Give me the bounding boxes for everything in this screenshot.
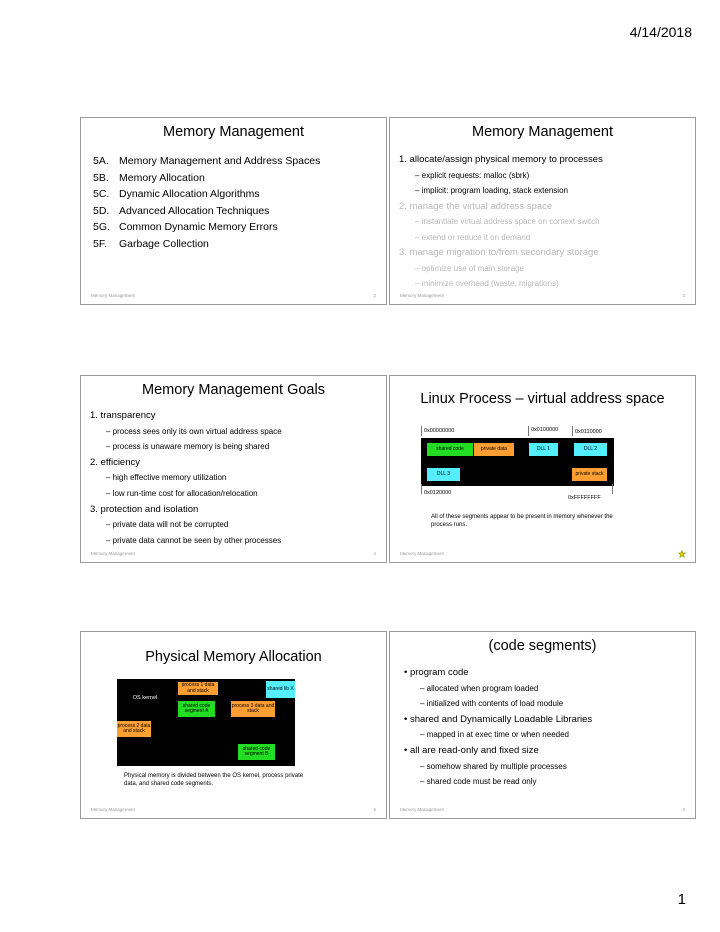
- star-icon: [678, 550, 686, 558]
- point: 3. manage migration to/from secondary storage: [399, 247, 599, 258]
- subpoint: – minimize overhead (waste, migrations): [415, 279, 559, 288]
- subpoint: – high effective memory utilization: [106, 473, 227, 483]
- address-label: 0x0100000: [531, 427, 559, 433]
- toc-item: 5F. Garbage Collection: [93, 237, 209, 250]
- subpoint: – somehow shared by multiple processes: [420, 761, 567, 771]
- subpoint: – allocated when program loaded: [420, 683, 539, 693]
- private-stack-segment: private stack: [572, 468, 607, 481]
- slide-linux-process-address-space: [389, 375, 696, 563]
- slide-page-number: 2: [373, 293, 376, 298]
- slide-code-segments: [389, 631, 696, 819]
- address-label: 0x00000000: [424, 428, 455, 434]
- subpoint: – shared code must be read only: [420, 777, 537, 787]
- process3-segment: process 3 data and stack: [231, 701, 275, 717]
- shared-lib-segment: shared lib X: [266, 681, 295, 698]
- toc-item: 5C. Dynamic Allocation Algorithms: [93, 188, 260, 200]
- slide-footer-label: Memory Management: [400, 293, 444, 298]
- bullet: • program code: [404, 667, 469, 678]
- slide-page-number: 3: [682, 293, 685, 298]
- address-label: 0xFFFFFFFF: [568, 495, 601, 501]
- subpoint: – instantiate virtual address space on context switch: [415, 217, 600, 226]
- slide-page-number: 5: [373, 807, 376, 812]
- slide-footer-label: Memory Management: [91, 807, 135, 812]
- bullet: • shared and Dynamically Loadable Libraries: [404, 713, 593, 725]
- slide-page-number: 6: [682, 807, 685, 812]
- slide-title: (code segments): [488, 638, 597, 654]
- slide-memory-management: [389, 117, 696, 305]
- dll2-segment: DLL 2: [574, 443, 607, 456]
- slide-body: [404, 665, 592, 790]
- point: 3. protection and isolation: [90, 503, 199, 515]
- subpoint: – private data cannot be seen by other processes: [106, 535, 282, 545]
- toc-item: 5G. Common Dynamic Memory Errors: [93, 221, 278, 233]
- point: 1. transparency: [90, 410, 156, 421]
- subpoint: – explicit requests: malloc (sbrk): [415, 170, 530, 180]
- slide-footer-label: Memory Management: [400, 807, 444, 812]
- address-tick: [421, 426, 422, 436]
- slide-title: Linux Process – virtual address space: [420, 391, 665, 407]
- page-date: 4/14/2018: [629, 24, 692, 40]
- slide-title: Physical Memory Allocation: [145, 649, 322, 665]
- subpoint: – private data will not be corrupted: [106, 520, 229, 530]
- slide-footer-label: Memory Management: [400, 551, 444, 556]
- slide-title: Memory Management: [162, 124, 305, 140]
- subpoint: – optimize use of main storage: [415, 263, 524, 273]
- address-tick: [612, 484, 613, 494]
- shared-code-a-segment: shared code segment A: [178, 701, 215, 717]
- address-tick: [572, 426, 573, 436]
- dll1-segment: DLL 1: [529, 443, 558, 456]
- subpoint: – initialized with contents of load module: [420, 699, 564, 709]
- slide-page-number: 4: [373, 551, 376, 556]
- dll3-segment: DLL 3: [427, 468, 460, 481]
- diagram-caption: All of these segments appear to be present in memory whenever the process runs.: [431, 514, 613, 528]
- slide-memory-management-goals: [80, 375, 387, 563]
- point: 2. manage the virtual address space: [399, 200, 553, 212]
- slide-physical-memory-allocation: [80, 631, 387, 819]
- slide-memory-management-toc: [80, 117, 387, 305]
- subpoint: – low run-time cost for allocation/relocation: [106, 488, 258, 498]
- bullet: • all are read-only and fixed size: [404, 744, 539, 756]
- private-data-segment: private data: [474, 443, 514, 456]
- slide-title: Memory Management: [471, 124, 614, 140]
- slide-footer-label: Memory Management: [91, 293, 135, 298]
- os-kernel-region: OS kernel: [132, 694, 158, 701]
- shared-code-b-segment: shared code segment B: [238, 744, 275, 760]
- address-tick: [421, 484, 422, 494]
- slide-footer-label: Memory Management: [91, 551, 135, 556]
- diagram-caption: Physical memory is divided between the OS kernel, process private data, and shared code segments.: [124, 773, 304, 787]
- slide-body: [90, 408, 282, 548]
- address-tick: [528, 426, 529, 436]
- page-number: 1: [677, 891, 686, 908]
- subpoint: – extend or reduce it on demand: [415, 232, 531, 242]
- slide-title: Memory Management Goals: [142, 382, 325, 398]
- process2-segment: process 2 data and stack: [117, 721, 151, 737]
- address-label: 0x0120000: [424, 490, 452, 496]
- toc-item: 5B. Memory Allocation: [93, 171, 205, 184]
- process1-segment: process 1 data and stack: [178, 682, 218, 695]
- subpoint: – implicit: program loading, stack extension: [415, 186, 568, 195]
- toc-item: 5A. Memory Management and Address Spaces: [93, 155, 321, 167]
- subpoint: – process sees only its own virtual address space: [106, 426, 282, 436]
- toc-item: 5D. Advanced Allocation Techniques: [93, 204, 270, 217]
- subpoint: – process is unaware memory is being shared: [106, 442, 270, 452]
- slide-body: [399, 152, 603, 292]
- shared-code-segment: shared code: [427, 443, 473, 456]
- subpoint: – mapped in at exec time or when needed: [420, 730, 569, 740]
- toc-list: [93, 155, 320, 254]
- point: 2. efficiency: [90, 456, 140, 468]
- point: 1. allocate/assign physical memory to processes: [399, 154, 603, 165]
- address-label: 0x0110000: [575, 429, 602, 435]
